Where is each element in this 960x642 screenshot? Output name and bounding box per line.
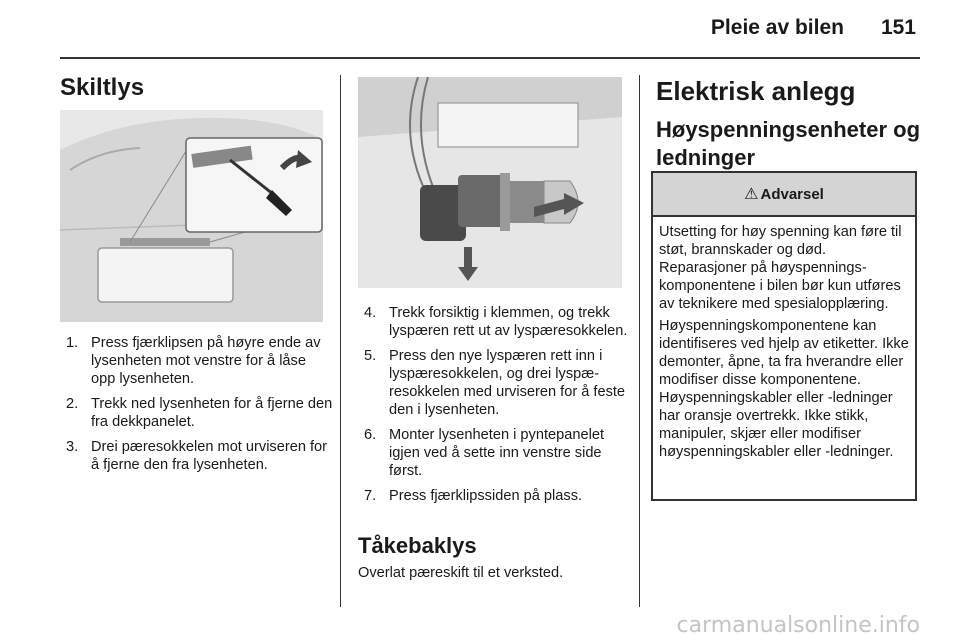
column-divider-left	[340, 75, 341, 607]
header-rule	[60, 57, 920, 59]
list-item: 5. Press den nye lyspæren rett inn i lyspæresokkelen, og drei lyspæresokkelen med urviseren for å feste den i lysenheten.	[364, 348, 626, 418]
warning-header	[653, 173, 915, 217]
list-item: 6. Monter lysenheten i pyntepanelet igjen ved å sette inn venstre side først.	[364, 427, 604, 479]
subheading-hoyspenning: Høyspenningsenheter og ledninger	[656, 117, 921, 170]
warning-paragraph: Høyspenningskomponentene kan identifiseres ved hjelp av etiketter. Ikke demonter, åpne, ta fra hverandre eller modifiser disse komponentene. Høyspenningskabler eller -ledninger har oransje overtrekk. Ikke stikk, manipuler, skjær eller modifiser høyspenningskabler eller -ledninger.	[659, 318, 909, 460]
list-item: 1. Press fjærklipsen på høyre ende av lysenheten mot venstre for å låse opp lysenheten.	[66, 335, 321, 387]
page-header	[0, 0, 960, 60]
column-divider-right	[639, 75, 640, 607]
bulb-socket-drawing	[358, 77, 622, 288]
warning-triangle-icon: ⚠	[744, 186, 759, 203]
takebaklys-body: Overlat pæreskift til et verksted.	[358, 565, 564, 581]
license-light-illustration	[60, 110, 323, 322]
bulb-socket-illustration	[358, 77, 622, 288]
watermark: carmanualsonline.info	[676, 613, 920, 638]
header-title: Pleie av bilen	[710, 16, 844, 39]
section-heading-skiltlys: Skiltlys	[60, 74, 145, 101]
license-light-drawing	[60, 110, 323, 322]
middle-steps-list	[364, 304, 632, 512]
warning-body	[653, 217, 915, 461]
warning-paragraph: Utsetting for høy spenning kan føre til støt, brannskader og død. Reparasjoner på høyspenningskomponentene i bilen bør kun utføres av teknikere med spesialopplæring.	[659, 224, 902, 312]
list-item: 3. Drei pæresokkelen mot urviseren for å fjerne den fra lysenheten.	[66, 439, 328, 473]
section-heading-elektrisk-anlegg: Elektrisk anlegg	[656, 76, 856, 106]
list-item: 7. Press fjærklipssiden på plass.	[364, 488, 583, 504]
list-item: 4. Trekk forsiktig i klemmen, og trekk lyspæren rett ut av lyspæresokkelen.	[364, 305, 628, 339]
list-item: 2. Trekk ned lysenheten for å fjerne den fra dekkpanelet.	[66, 396, 333, 430]
warning-title: Advarsel	[760, 185, 824, 203]
warning-box	[651, 171, 917, 501]
subheading-takebaklys: Tåkebaklys	[358, 533, 477, 558]
page-number: 151	[880, 16, 916, 39]
left-steps-list	[66, 334, 334, 481]
